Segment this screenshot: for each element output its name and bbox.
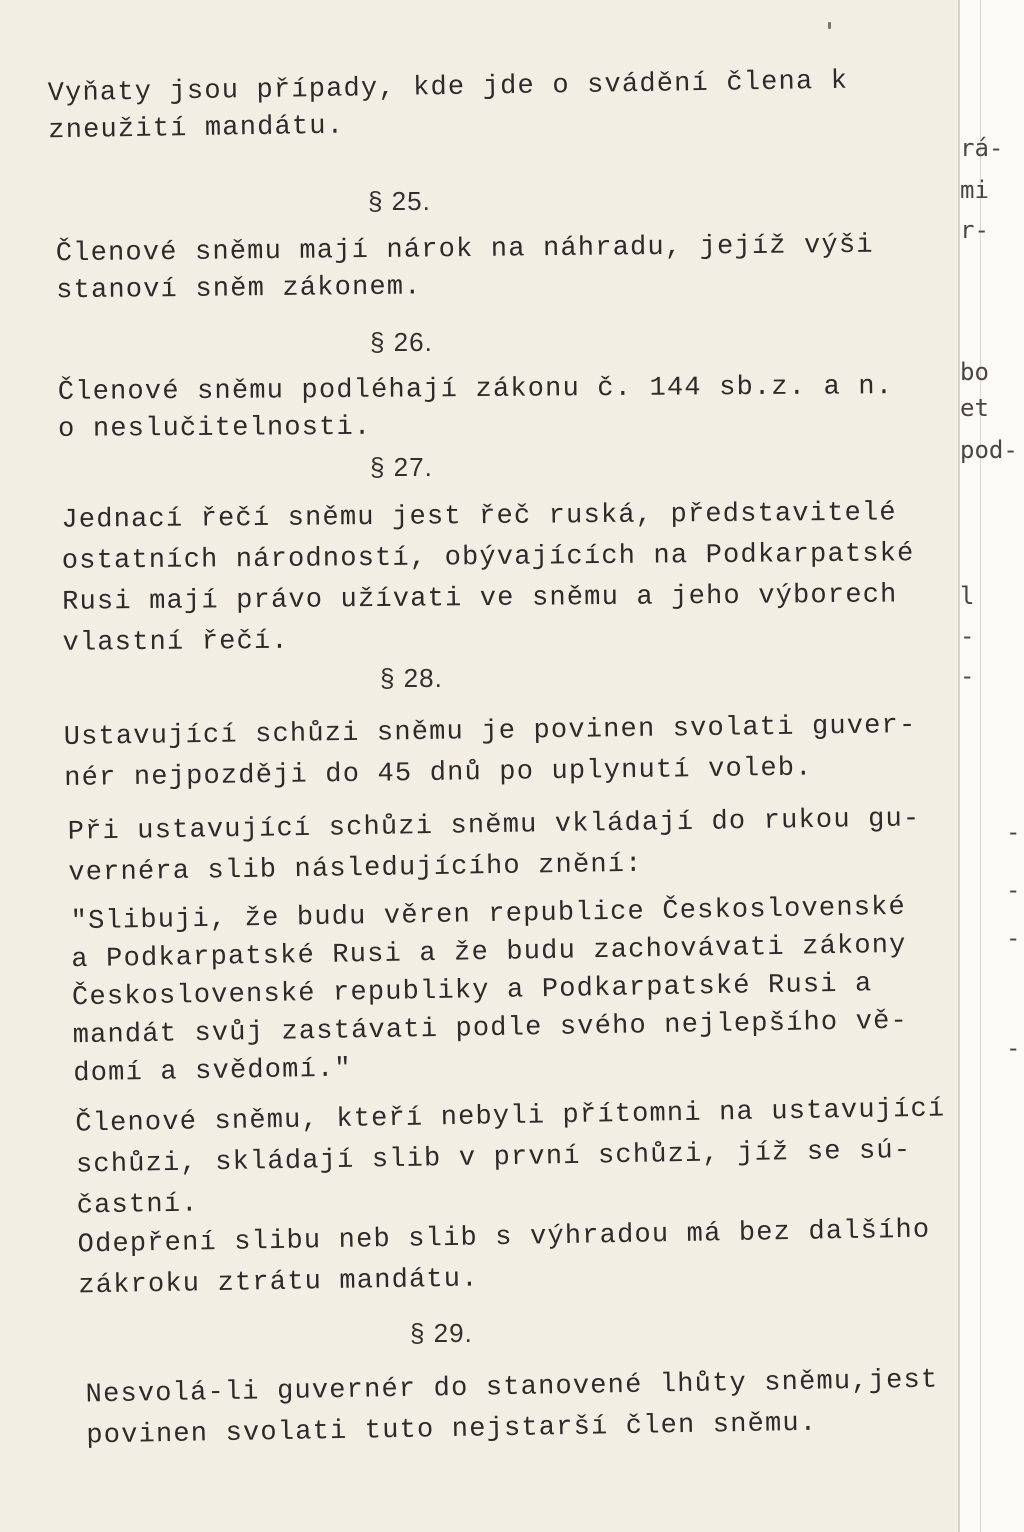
paragraph-section-28-oath-text: "Slibuji, že budu věren republice Československé a Podkarpatské Rusi a že budu zachovávati zákony Československé republiky a Podkarpatské Rusi a mandát svůj zastávati podle svého nejlepšího vě- domí a svědomí." <box>70 892 909 1090</box>
ink-speck <box>828 22 831 29</box>
paragraph-section-28-oath-intro: Při ustavující schůzi sněmu vkládají do rukou gu- vernéra slib následujícího znění: <box>67 804 921 889</box>
section-heading-27: § 27. <box>370 452 433 482</box>
underlying-text-fragment: rá- <box>960 134 1004 162</box>
underlying-text-fragment: - <box>960 622 975 650</box>
paragraph-section-28-absent-members: Členové sněmu, kteří nebyli přítomni na ustavující schůzi, skládají slib v první schůzi, jíž se sú- častní. <box>75 1094 946 1222</box>
underlying-page-edge <box>958 0 1024 1532</box>
underlying-text-fragment: - <box>1006 876 1021 904</box>
paragraph-section-28-convening: Ustavující schůzi sněmu je povinen svolati guver- nér nejpozději do 45 dnů po uplynutí voleb. <box>63 711 917 794</box>
section-heading-28: § 28. <box>380 663 443 693</box>
underlying-text-fragment: r- <box>960 216 989 244</box>
paragraph-section-29: Nesvolá-li guvernér do stanovené lhůty sněmu,jest povinen svolati tuto nejstarší člen sněmu. <box>85 1365 939 1452</box>
paragraph-section-27: Jednací řečí sněmu jest řeč ruská, představitelé ostatních národností, obývajících na Podkarpatské Rusi mají právo užívati ve sněmu a jeho výborech vlastní řečí. <box>61 498 915 659</box>
section-heading-26: § 26. <box>370 327 433 357</box>
paragraph-section-28-refusal: Odepření slibu neb slib s výhradou má bez dalšího zákroku ztrátu mandátu. <box>77 1215 931 1302</box>
underlying-text-fragment: pod- <box>960 436 1018 464</box>
underlying-text-fragment: - <box>1006 924 1021 952</box>
paragraph-section-25: Členové sněmu mají nárok na náhradu, jejíž výši stanoví sněm zákonem. <box>55 230 874 307</box>
underlying-text-fragment: - <box>960 662 975 690</box>
section-heading-25: § 25. <box>368 186 431 216</box>
paragraph-exclusions: Vyňaty jsou případy, kde jde o svádění člena k zneužití mandátu. <box>47 66 849 147</box>
underlying-text-fragment: et <box>960 394 989 422</box>
underlying-text-fragment: - <box>1006 818 1021 846</box>
underlying-text-fragment: mi <box>960 176 989 204</box>
section-heading-29: § 29. <box>410 1318 473 1348</box>
underlying-text-fragment: - <box>1006 1034 1021 1062</box>
paragraph-section-26: Členové sněmu podléhají zákonu č. 144 sb.z. a n. o neslučitelnosti. <box>57 372 894 445</box>
underlying-text-fragment: l <box>960 582 975 610</box>
underlying-text-fragment: bo <box>960 358 989 386</box>
